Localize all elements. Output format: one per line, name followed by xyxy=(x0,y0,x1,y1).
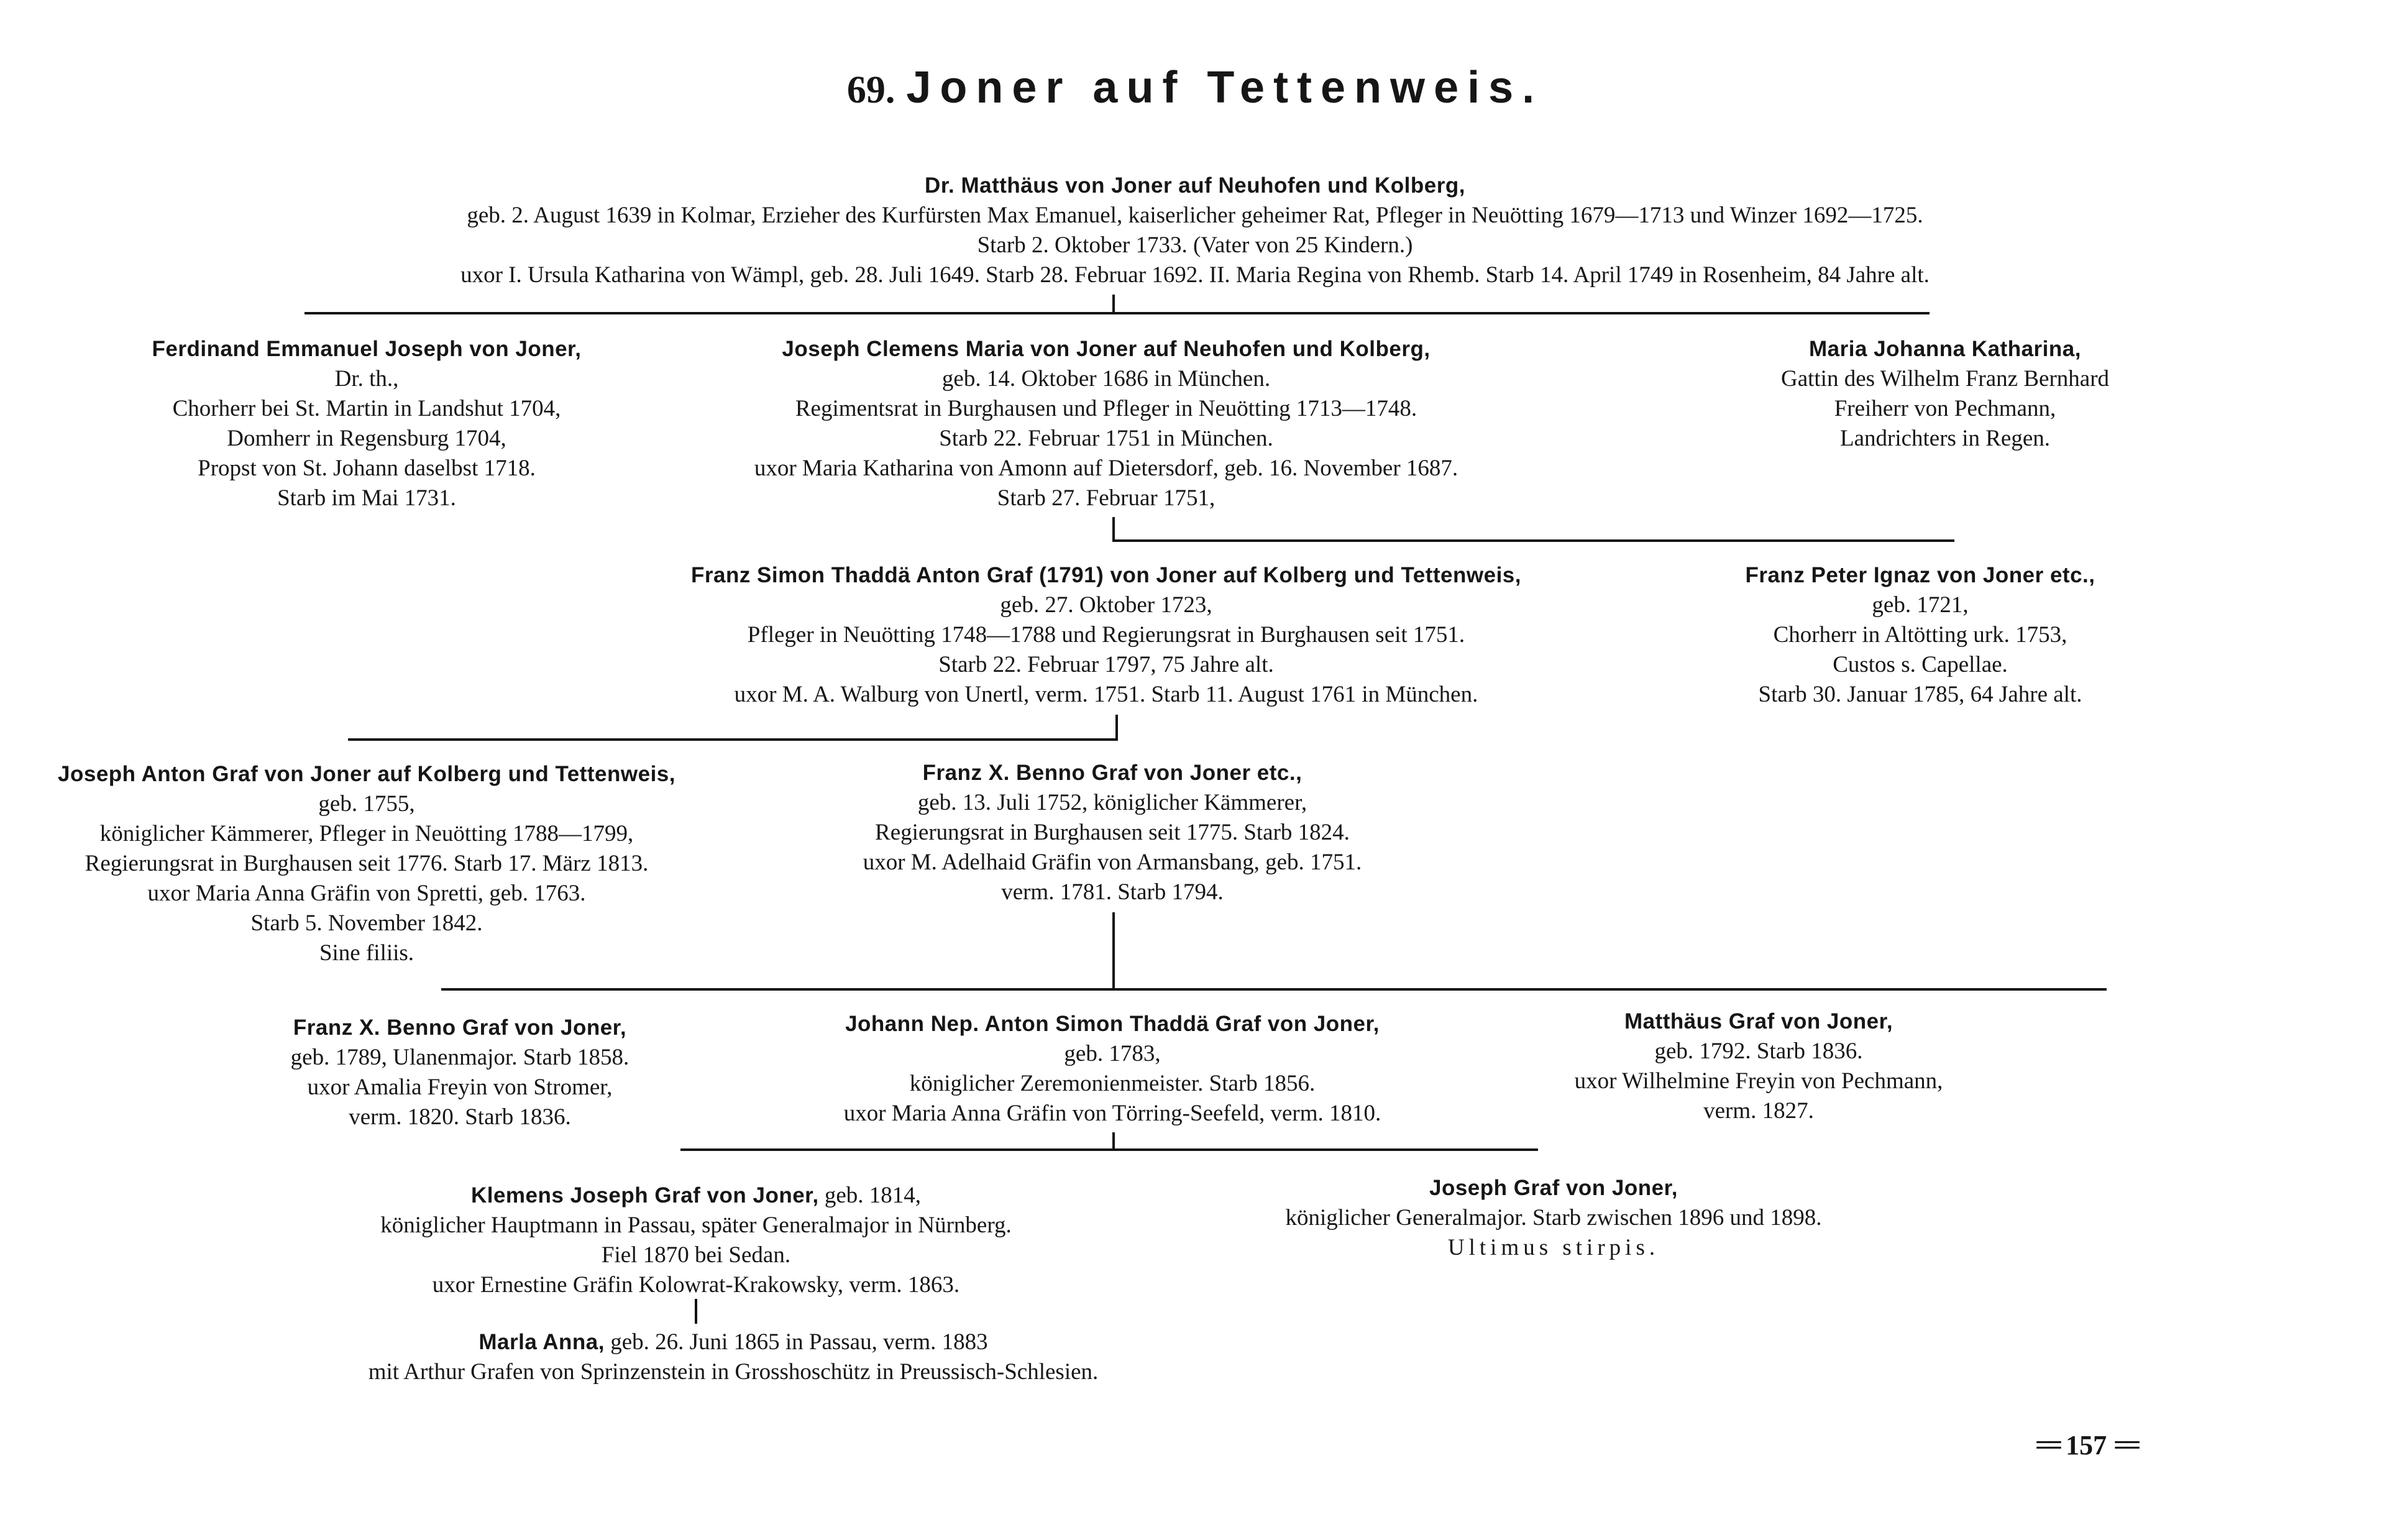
person-joseph-clemens xyxy=(671,334,1541,513)
person-joseph-anton xyxy=(19,759,715,968)
page-number: == 157 == xyxy=(2035,1430,2138,1460)
person-detail: uxor Ernestine Gräfin Kolowrat-Krakowsky, verm. 1863. xyxy=(432,1272,960,1298)
person-detail: Pfleger in Neuötting 1748—1788 und Regierungsrat in Burghausen seit 1751. xyxy=(747,622,1465,648)
person-detail: uxor Wilhelmine Freyin von Pechmann, xyxy=(1574,1068,1943,1094)
person-detail: geb. 27. Oktober 1723, xyxy=(1000,592,1212,618)
person-matthaeus xyxy=(1510,1007,2007,1126)
person-detail: Starb 5. November 1842. xyxy=(250,910,483,936)
person-name: Franz Simon Thaddä Anton Graf (1791) von Joner auf Kolberg und Tettenweis, xyxy=(690,563,1522,587)
person-detail: Propst von St. Johann daselbst 1718. xyxy=(198,456,536,481)
person-detail: königlicher Zeremonienmeister. Starb 1856. xyxy=(909,1071,1316,1096)
person-franz-x-benno-jr xyxy=(186,1013,733,1132)
person-detail: geb. 13. Juli 1752, königlicher Kämmerer, xyxy=(917,790,1307,815)
person-birth: geb. 1814, xyxy=(818,1183,922,1208)
person-detail: mit Arthur Grafen von Sprinzenstein in Grosshoschütz in Preussisch-Schlesien. xyxy=(368,1359,1099,1385)
person-detail: Fiel 1870 bei Sedan. xyxy=(601,1242,791,1268)
root-ancestor-entry xyxy=(0,171,2390,290)
person-detail: uxor M. A. Walburg von Unertl, verm. 1751. Starb 11. August 1761 in München. xyxy=(734,682,1478,707)
person-name: Joseph Clemens Maria von Joner auf Neuhofen und Kolberg, xyxy=(782,337,1431,361)
person-detail: uxor Maria Anna Gräfin von Spretti, geb. 1763. xyxy=(147,881,586,906)
person-detail: Dr. th., xyxy=(334,366,399,392)
person-name: Maria Johanna Katharina, xyxy=(1809,337,2081,361)
person-johann-nep xyxy=(764,1009,1460,1129)
person-maria-anna xyxy=(186,1327,1280,1387)
person-maria-johanna xyxy=(1665,334,2225,454)
person-name: Franz Peter Ignaz von Joner etc., xyxy=(1745,563,2095,587)
connector-root-down xyxy=(1112,295,1115,313)
person-detail: Starb 30. Januar 1785, 64 Jahre alt. xyxy=(1758,682,2082,707)
person-detail: Regierungsrat in Burghausen seit 1775. Starb 1824. xyxy=(875,820,1350,845)
person-franz-x-benno xyxy=(746,758,1479,907)
person-name: Marla Anna, xyxy=(478,1330,605,1354)
person-franz-simon xyxy=(621,561,1591,710)
person-detail: Regimentsrat in Burghausen und Pfleger in Neuötting 1713—1748. xyxy=(795,396,1417,421)
connector-gen6-bar xyxy=(680,1148,1538,1151)
root-line-3: uxor I. Ursula Katharina von Wämpl, geb. 28. Juli 1649. Starb 28. Februar 1692. II. Maria Regina von Rhemb. Starb 14. April 1749 in Rosenheim, 84 Jahre alt. xyxy=(460,262,1930,288)
person-detail: uxor M. Adelhaid Gräfin von Armansbang, geb. 1751. xyxy=(863,850,1362,875)
connector-gen6-down xyxy=(695,1299,697,1324)
ultimus-stirpis-note: Ultimus stirpis. xyxy=(1447,1235,1660,1260)
person-detail: Chorherr bei St. Martin in Landshut 1704, xyxy=(172,396,561,421)
person-detail: geb. 1755, xyxy=(318,791,415,817)
person-birth: geb. 26. Juni 1865 in Passau, verm. 1883 xyxy=(604,1329,988,1355)
person-detail: uxor Amalia Freyin von Stromer, xyxy=(307,1075,613,1100)
connector-gen5-bar xyxy=(441,988,2107,991)
person-detail: Domherr in Regensburg 1704, xyxy=(227,426,506,451)
person-name: Joseph Graf von Joner, xyxy=(1429,1176,1678,1200)
person-detail: geb. 1792. Starb 1836. xyxy=(1654,1038,1863,1064)
person-detail: königlicher Hauptmann in Passau, später Generalmajor in Nürnberg. xyxy=(380,1212,1012,1238)
root-line-1: geb. 2. August 1639 in Kolmar, Erzieher des Kurfürsten Max Emanuel, kaiserlicher geheimer Rat, Pfleger in Neuötting 1679—1713 und Winzer 1692—1725. xyxy=(467,203,1923,228)
connector-gen4-down xyxy=(1112,912,1115,989)
person-detail: königlicher Generalmajor. Starb zwischen 1896 und 1898. xyxy=(1285,1205,1822,1231)
person-detail: verm. 1781. Starb 1794. xyxy=(1001,879,1224,905)
person-detail: geb. 14. Oktober 1686 in München. xyxy=(941,366,1271,392)
connector-gen4-bar xyxy=(348,738,1118,741)
person-ferdinand-emmanuel xyxy=(75,334,659,513)
person-detail: Starb 22. Februar 1751 in München. xyxy=(939,426,1273,451)
root-line-2: Starb 2. Oktober 1733. (Vater von 25 Kindern.) xyxy=(977,232,1413,258)
connector-gen3-down xyxy=(1115,715,1118,741)
person-detail: Starb 22. Februar 1797, 75 Jahre alt. xyxy=(938,652,1274,677)
person-klemens-joseph xyxy=(261,1181,1131,1300)
person-detail: geb. 1783, xyxy=(1064,1041,1161,1066)
person-detail: Regierungsrat in Burghausen seit 1776. Starb 17. März 1813. xyxy=(85,851,649,876)
person-franz-peter xyxy=(1641,561,2200,710)
person-name: Franz X. Benno Graf von Joner etc., xyxy=(922,761,1303,785)
family-title: Joner auf Tettenweis. xyxy=(906,63,1544,112)
person-detail: Gattin des Wilhelm Franz Bernhard xyxy=(1780,366,2110,392)
person-detail: Chorherr in Altötting urk. 1753, xyxy=(1773,622,2067,648)
person-detail: geb. 1789, Ulanenmajor. Starb 1858. xyxy=(290,1045,630,1070)
root-ancestor-name: Dr. Matthäus von Joner auf Neuhofen und Kolberg, xyxy=(925,173,1465,198)
person-detail: verm. 1820. Starb 1836. xyxy=(349,1104,571,1130)
person-detail: Landrichters in Regen. xyxy=(1839,426,2051,451)
person-detail: Custos s. Capellae. xyxy=(1833,652,2008,677)
person-detail: königlicher Kämmerer, Pfleger in Neuötting 1788—1799, xyxy=(99,821,634,846)
connector-gen2-bar xyxy=(304,312,1930,314)
connector-gen2-down xyxy=(1112,517,1115,542)
person-name: Joseph Anton Graf von Joner auf Kolberg und Tettenweis, xyxy=(58,762,675,786)
person-name: Johann Nep. Anton Simon Thaddä Graf von Joner, xyxy=(845,1012,1380,1036)
connector-gen3-bar xyxy=(1112,539,1954,542)
person-name: Klemens Joseph Graf von Joner, xyxy=(470,1183,819,1208)
person-detail: verm. 1827. xyxy=(1703,1098,1814,1124)
person-detail: Sine filiis. xyxy=(319,940,414,966)
person-detail: Freiherr von Pechmann, xyxy=(1834,396,2056,421)
person-detail: uxor Maria Anna Gräfin von Törring-Seefeld, verm. 1810. xyxy=(843,1101,1381,1126)
page-title xyxy=(0,62,2390,113)
person-detail: uxor Maria Katharina von Amonn auf Dietersdorf, geb. 16. November 1687. xyxy=(754,456,1458,481)
person-detail: Starb 27. Februar 1751, xyxy=(997,485,1216,511)
person-detail: geb. 1721, xyxy=(1872,592,1969,618)
chapter-number: 69. xyxy=(846,69,895,111)
person-name: Matthäus Graf von Joner, xyxy=(1624,1009,1893,1034)
person-name: Franz X. Benno Graf von Joner, xyxy=(293,1015,627,1040)
person-joseph-graf xyxy=(1150,1173,1957,1263)
person-detail: Starb im Mai 1731. xyxy=(277,485,456,511)
person-name: Ferdinand Emmanuel Joseph von Joner, xyxy=(152,337,582,361)
